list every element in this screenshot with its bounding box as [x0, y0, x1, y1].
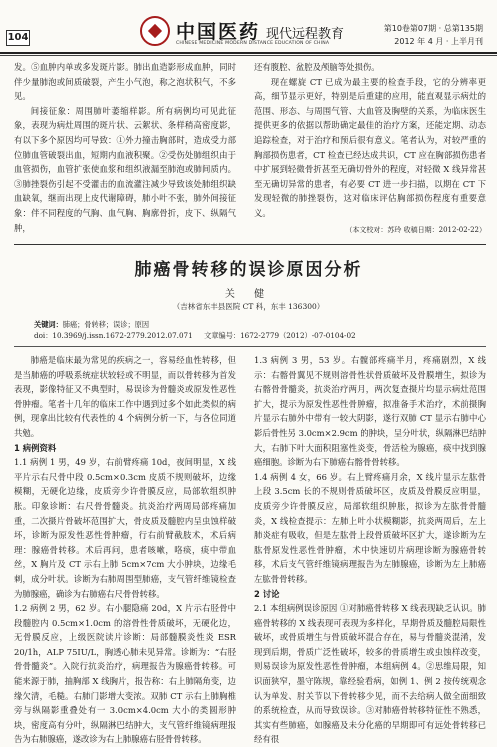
- header-rule: [0, 52, 497, 54]
- page-number: 104: [6, 30, 30, 46]
- article-affiliation: （吉林省东丰县医院 CT 科，东丰 136300）: [172, 302, 325, 311]
- article-paragraph: 肺癌是临床最为常见的疾病之一，容易经血性转移，但是当肺癌的呼吸系统症状较轻或不明显，而以骨转移为首发表现，影像特征又不典型时，易误诊为骨髓炎或原发性恶性骨肿瘤。笔者十几年的临床工作中遇到过多个如此类似的病例，现拿出比较有代表性的 4 个病例分析一下，与各位同道共勉。: [14, 355, 236, 438]
- article-title: 肺癌骨转移的误诊原因分析: [134, 260, 363, 280]
- article-paragraph: 1.1 病例 1 男，49 岁，右前臂疼痛 10d，夜间明显，X 线平片示右尺骨中段 0.5cm×0.3cm 皮质不规则破坏，边缘模糊，无硬化边缘，皮质旁少许骨膜反应，局部软组织肿胀。印象诊断：右尺骨骨髓炎。抗炎治疗两周局部疼痛加重，二次摄片骨破坏范围扩大，骨皮质及髓腔内呈虫蚀样破坏，诊断为原发性恶性骨肿瘤，行右前臂截肢术，术后病理：腺癌骨转移。术后再问，患者咳嗽，咯痰，痰中带血丝，X 胸片及 CT 示右上肺 5cm×7cm 大小肿块，边缘毛刺，成分叶状。诊断为右肺周围型肺癌，支气管纤维镜检查为肺腺癌，确诊为右肺癌右尺骨骨转移。: [14, 457, 236, 599]
- page-header: [0, 0, 497, 54]
- prev-article-paragraph: 发。⑤血肿内单或多发斑片影。肺出血造影形成血肿，同时伴少量肺泡或间质破裂，产生小气泡，称之泡状积气，不多见。: [14, 62, 236, 102]
- prev-article-left-column: [14, 60, 236, 235]
- doi: doi：10.3969/j.issn.1672-2779.2012.07.071: [34, 331, 193, 340]
- article-author: 关 健: [224, 289, 273, 300]
- doc-code: 文章编号：1672-2779（2012）-07-0104-02: [204, 331, 356, 340]
- keywords-label: 关键词：: [34, 320, 63, 329]
- section-heading: 2 讨论: [254, 588, 280, 599]
- keywords-line: [34, 319, 474, 330]
- article-paragraph: 1.4 病例 4 女，66 岁。右上臂疼痛月余，X 线片显示左肱骨上段 3.5cm 长的不规则骨质破坏区，皮质及骨膜反应明显，皮质旁少许骨膜反应，局部软组织肿胀，拟诊为左肱骨骨髓炎，X 线检查提示：左肺上叶小状模糊影，抗炎两周后，左上肺炎症有吸收，但是左肱骨上段骨质破坏区扩大，遂诊断为左肱骨原发性恶性骨肿瘤，术中快速切片病理诊断为腺癌骨转移，术后支气管纤维镜病理报告为左肺腺癌，诊断为左上肺癌左肱骨骨转移。: [254, 471, 486, 584]
- article-paragraph: 1.2 病例 2 男，62 岁。右小腿隐痛 20d，X 片示右胫骨中段髓腔内 0.5cm×1.0cm 的溶骨性骨质破坏，无硬化边，无骨膜反应，上级医院读片诊断：局部髓膜炎性炎 ESR 20/1h，ALP 75IU/L，胸透心肺未见异常。诊断为：“右胫骨骨髓炎”。入院行抗炎治疗，病理报告为腺癌骨转移。可能来源于肺，抽胸部 X 线胸片，报告称：右上肺隔角变，边缘欠清，毛糙。右肺门影增大变浓。双肺 CT 示右上肺胸椎旁与纵隔影重叠处有一 3.0cm×4.0cm 大小的类圆形肿块，密度高有分叶，纵隔淋巴结肿大，支气管纤维镜病理报告为右肺腺癌，遂改诊为右上肺腺癌右胫骨骨转移。: [14, 603, 236, 745]
- issue-line: 第10卷第07期 · 总第135期: [383, 24, 483, 33]
- journal-logo: [140, 16, 345, 50]
- journal-title: 中国医药 现代远程教育: [176, 21, 345, 43]
- article-right-column: [254, 353, 486, 747]
- date-line: 2012 年 4 月 · 上半月刊: [394, 37, 483, 46]
- prev-article-right-column: [254, 60, 486, 237]
- article-separator: [14, 244, 486, 245]
- header-rule-thin: [0, 55, 497, 56]
- issue-info: [384, 22, 483, 48]
- meta-rule: [14, 346, 486, 347]
- journal-emblem-icon: [140, 16, 170, 46]
- article-paragraph: 2.1 本组病例误诊原因 ①对肺癌骨转移 X 线表现缺乏认识。肺癌骨转移的 X 线表现可表现为多样化，早期骨质及髓腔局限性破坏，或骨质增生与骨质破坏混合存在，易与骨髓炎混淆，发现到后期，骨质广泛性破坏，较多的骨质增生或虫蚀样改变，则易误诊为原发性恶性骨肿瘤，本组病例 4。②思维局限，知识面狭窄，墨守陈规，靠经验看病，如例 1、例 2 按传统观念认为单发、肘关节以下骨转移少见，而不去给病人做全面细致的系统检查，从而导致误诊。③对肺癌骨转移特征性不熟悉，其实有些肺癌，如腺癌及未分化癌的早期即可有远处骨转移已经有很: [254, 603, 486, 745]
- prev-article-paragraph: 还有腹腔、盆腔及颅脑等处损伤。: [254, 62, 380, 72]
- editor-note: （本文校对：苏玲 收稿日期：2012-02-22）: [345, 225, 486, 234]
- section-heading: 1 病例资料: [14, 442, 57, 453]
- prev-article-paragraph: 间接征象：周围肺叶萎缩样影。所有病例均可见此征象，表现为病灶周围的斑片状、云絮状、条样稍高密度影，有以下多个原因均可导致：①外力撞击胸部时，造成受力部位肺血管破裂出血，短期内血液积聚。②受伤处肺组织由于血管损伤，血管扩张使血浆和组织液漏至肺泡或肺间质内。③肺挫裂伤引起不受灌击的血流灌注减少导致该处肺组织缺血缺氧，继而出现上皮代谢障碍，肺小叶不张，肺外间接征象：伴不同程度的气胸、血气胸、胸廓骨折，皮下、纵隔气肿，: [14, 105, 236, 233]
- article-left-column: [14, 353, 236, 747]
- article-paragraph: 1.3 病例 3 男，53 岁。右髋部疼痛半月，疼痛剧烈，X 线示：右髂骨翼见不规则溶骨性状骨质破坏及骨膜增生，拟诊为右髂骨骨髓炎，抗炎治疗两月，两次复查摄片均显示病灶范围扩大，提示为原发性恶性骨肿瘤，拟准备手术治疗，术前摄胸片显示右肺外中带有一较大阴影，遂行双肺 CT 显示右肺中心影后骨性另 3.0cm×2.9cm 的肿块，呈分叶状，纵隔淋巴结肿大，右肺下叶大面积阻塞性炎变，骨活检为腺癌，痰中找到腺癌细胞。诊断为右下肺癌右髂骨骨转移。: [254, 355, 486, 468]
- journal-english-name: CHINESE MEDICINE MODERN DISTANCE EDUCATION OF CHINA: [176, 41, 330, 46]
- journal-subtitle: 现代远程教育: [266, 27, 345, 42]
- keywords: 肺癌；骨转移；误诊；原因: [62, 320, 150, 329]
- prev-article-paragraph: 现在螺旋 CT 已成为最主要的检查手段，它的分辨率更高，细节显示更好，特别是后重建的应用，能直观显示病灶的范围、形态、与周围气管、大血管及胸壁的关系，为临床医生提供更多的依据以帮助确定最佳的治疗方案，还能定期、动态追踪检查，对于治疗和预后很有意义。笔者认为，对较严重的胸部损伤患者，CT 检查已经达成共识，CT 应在胸部损伤患者中扩展到轻微骨折甚至无确切骨外的程度，对轻微 X 线异常甚至无确切异常的患者，有必要 CT 进一步扫描，以期在 CT 下发现轻微的肺挫裂伤，这对临床评估胸部损伤程度有重要意义。: [254, 76, 486, 218]
- doi-line: [34, 330, 474, 341]
